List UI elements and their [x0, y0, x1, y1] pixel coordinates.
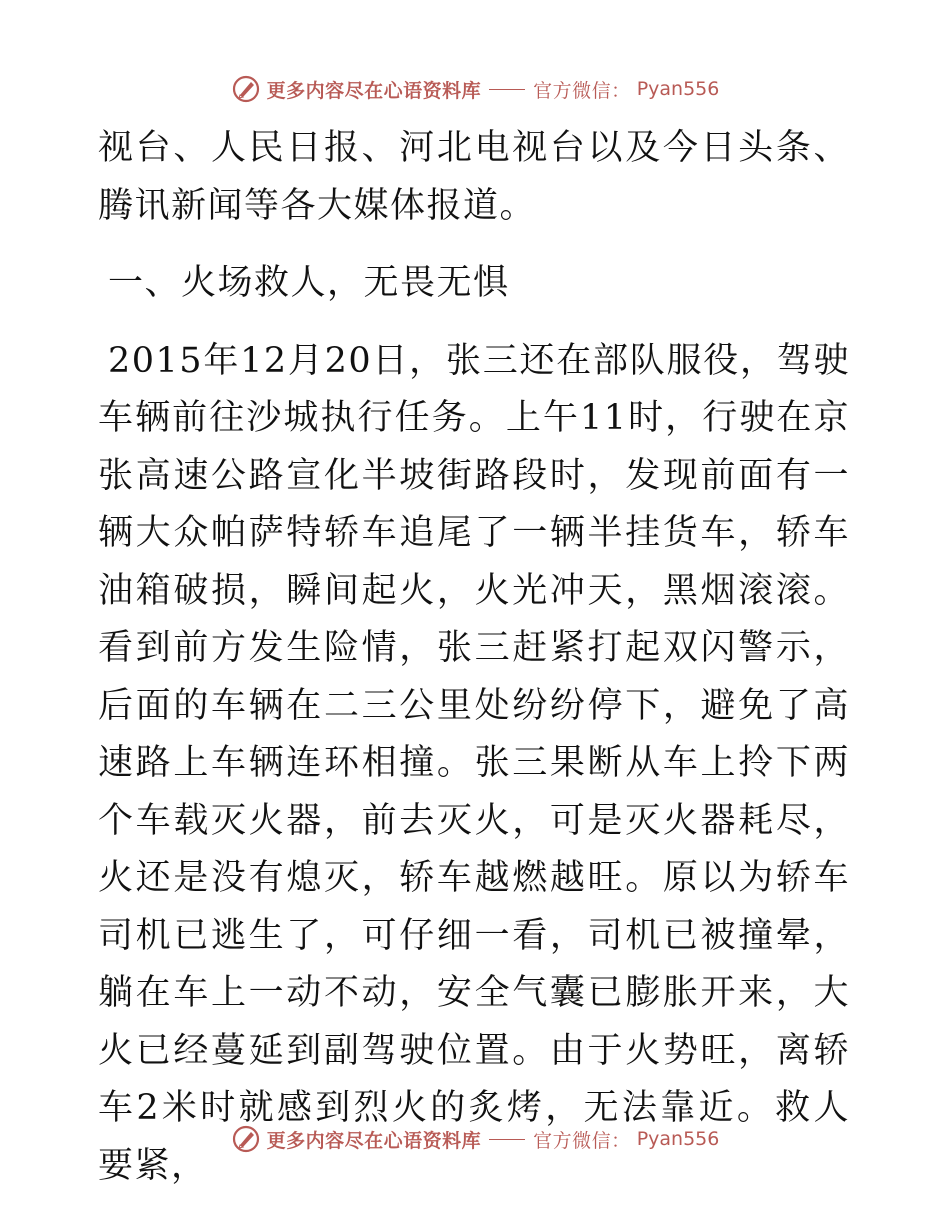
watermark-divider — [489, 89, 525, 90]
watermark-brand: 更多内容尽在心语资料库 — [266, 1129, 482, 1152]
watermark-brand: 更多内容尽在心语资料库 — [266, 79, 482, 102]
watermark-header — [0, 74, 950, 104]
watermark-wechat-id: Pyan556 — [636, 1128, 720, 1150]
watermark-wechat-id: Pyan556 — [636, 78, 720, 100]
watermark-contact-label: 官方微信： — [533, 79, 631, 102]
paragraph-rescue-story: 2015年12月20日，张三还在部队服役，驾驶车辆前往沙城执行任务。上午11时，行驶在京张高速公路宣化半坡街路段时，发现前面有一辆大众帕萨特轿车追尾了一辆半挂货车，轿车油箱破损，瞬间起火，火光冲天，黑烟滚滚。看到前方发生险情，张三赶紧打起双闪警示，后面的车辆在二三公里处纷纷停下，避免了高速路上车辆连环相撞。张三果断从车上拎下两个车载灭火器，前去灭火，可是灭火器耗尽，火还是没有熄灭，轿车越燃越旺。原以为轿车司机已逃生了，可仔细一看，司机已被撞晕，躺在车上一动不动，安全气囊已膨胀开来，大火已经蔓延到副驾驶位置。由于火势旺，离轿车2米时就感到烈火的炙烤，无法靠近。救人要紧， — [98, 340, 850, 1186]
watermark-divider — [489, 1139, 525, 1140]
section-heading: 一、火场救人，无畏无惧 — [108, 263, 510, 303]
watermark-contact-label: 官方微信： — [533, 1129, 631, 1152]
paragraph-continued: 视台、人民日报、河北电视台以及今日头条、腾讯新闻等各大媒体报道。 — [98, 128, 850, 226]
pen-logo-icon — [231, 1124, 261, 1154]
pen-logo-icon — [231, 74, 261, 104]
watermark-footer — [0, 1124, 950, 1154]
document-body — [98, 120, 850, 1195]
